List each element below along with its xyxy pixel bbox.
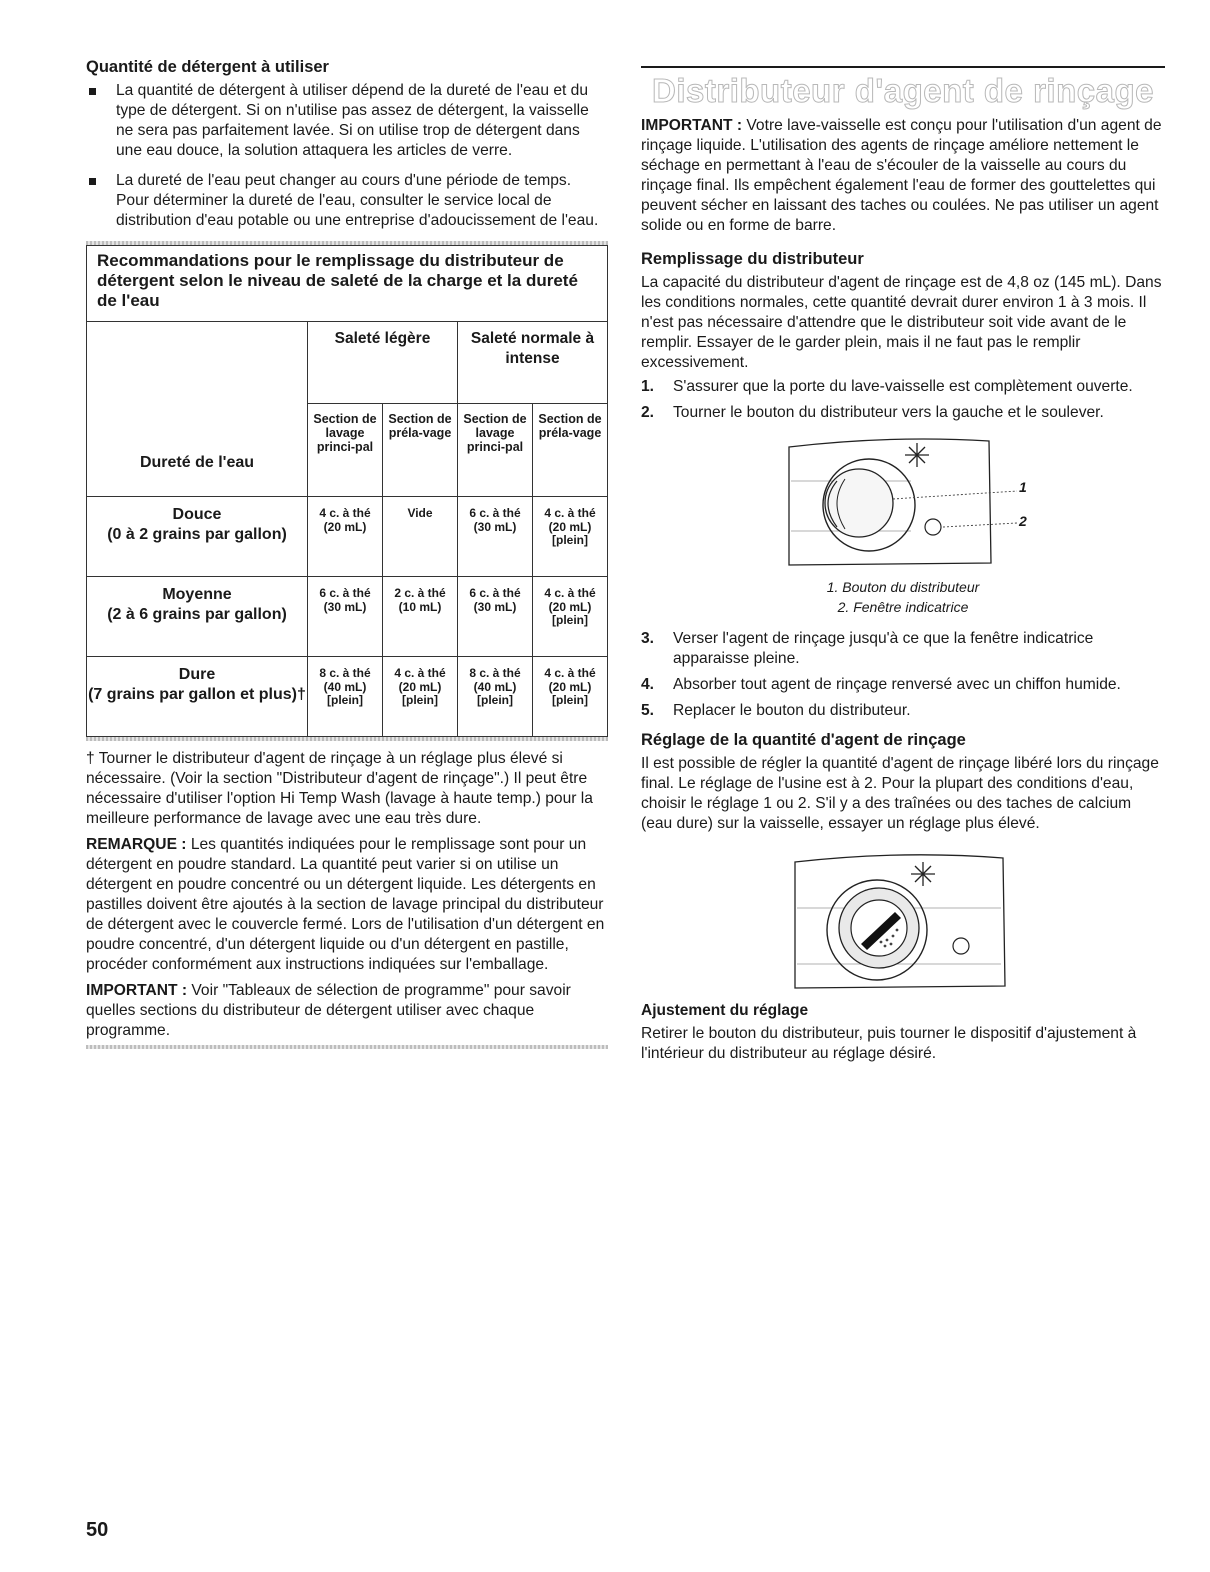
right-column [641, 66, 1165, 1064]
table-cell: 4 c. à thé (20 mL) [plein] [533, 497, 608, 577]
hardness-label: Moyenne (2 à 6 grains par gallon) [87, 577, 308, 657]
callout-2: 2 [1019, 512, 1027, 529]
detergent-heading: Quantité de détergent à utiliser [86, 58, 329, 76]
bullet-item: La dureté de l'eau peut changer au cours d'une période de temps. Pour déterminer la dureté de l'eau, consulter le service local de distribution d'eau potable ou une entreprise d'adoucissement de l'eau. [86, 171, 608, 231]
hardness-header: Dureté de l'eau [87, 322, 308, 497]
section-main-header: Section de lavage princi-pal [308, 404, 383, 497]
caption-2: 2. Fenêtre indicatrice [837, 598, 969, 615]
ajust-paragraph: Retirer le bouton du distributeur, puis tourner le dispositif d'ajustement à l'intérieur du distributeur au réglage désiré. [641, 1024, 1137, 1062]
step-item: 1. S'assurer que la porte du lave-vaisselle est complètement ouverte. [641, 377, 1133, 395]
table-row [87, 497, 608, 577]
fill-steps-b [641, 629, 1165, 721]
heavy-soil-header: Saleté normale à intense [458, 322, 608, 404]
hardness-label: Dure (7 grains par gallon et plus)† [87, 657, 308, 737]
step-item: 5. Replacer le bouton du distributeur. [641, 701, 911, 719]
table-title: Recommandations pour le remplissage du distributeur de détergent selon le niveau de saleté de la charge et la dureté de l'eau [87, 246, 608, 322]
callout-1: 1 [1019, 478, 1027, 495]
table-cell: 4 c. à thé (20 mL) [plein] [533, 657, 608, 737]
bullet-square-icon [89, 88, 96, 95]
dispenser-illustration-1 [641, 433, 1165, 573]
page-number: 50 [86, 1519, 109, 1541]
ajust-heading: Ajustement du réglage [641, 1001, 809, 1019]
dispenser-illustration-2 [641, 848, 1165, 994]
table-cell: Vide [383, 497, 458, 577]
table-cell: 8 c. à thé (40 mL) [plein] [458, 657, 533, 737]
table-footnote: † Tourner le distributeur d'agent de rinçage à un réglage plus élevé si nécessaire. (Voir la section "Distributeur d'agent de rinçage".) Il peut être nécessaire d'utiliser l'option Hi Temp Wash (lavage à haute temp.) pour la meilleure performance de lavage avec une eau très dure. [86, 750, 593, 827]
adjustment-dial-diagram [641, 848, 1165, 994]
table-row [87, 657, 608, 737]
detergent-bullets [86, 81, 608, 231]
title-rule [641, 66, 1165, 68]
table-cell: 6 c. à thé (30 mL) [308, 577, 383, 657]
fill-paragraph: La capacité du distributeur d'agent de rinçage est de 4,8 oz (145 mL). Dans les conditions normales, cette quantité devrait durer environ 1 à 3 mois. Il n'est pas nécessaire d'attendre que le distributeur soit vide avant de le remplir. Essayer de le garder plein, mais il ne faut pas le remplir excessivement. [641, 273, 1162, 371]
adjust-heading: Réglage de la quantité d'agent de rinçage [641, 730, 966, 749]
section-pre-header: Section de préla-vage [383, 404, 458, 497]
fill-heading: Remplissage du distributeur [641, 249, 864, 268]
step-item: 3. Verser l'agent de rinçage jusqu'à ce que la fenêtre indicatrice apparaisse pleine. [641, 629, 1094, 667]
fill-steps-a [641, 377, 1165, 423]
table-cell: 2 c. à thé (10 mL) [383, 577, 458, 657]
step-item: 2. Tourner le bouton du distributeur vers la gauche et le soulever. [641, 403, 1104, 421]
important-paragraph: IMPORTANT : Voir "Tableaux de sélection de programme" pour savoir quelles sections du distributeur de détergent utiliser avec chaque programme. [86, 982, 571, 1039]
section-title: Distributeur d'agent de rinçage [652, 71, 1154, 109]
section-pre-header: Section de préla-vage [533, 404, 608, 497]
bullet-item: La quantité de détergent à utiliser dépend de la dureté de l'eau et du type de détergent. Si on n'utilise pas assez de détergent, la vaisselle ne sera pas parfaitement lavée. Si on utilise trop de détergent dans une eau douce, la solution attaquera les articles de verre. [86, 81, 608, 161]
light-soil-header: Saleté légère [308, 322, 458, 404]
hardness-label: Douce (0 à 2 grains par gallon) [87, 497, 308, 577]
table-cell: 4 c. à thé (20 mL) [308, 497, 383, 577]
table-cell: 6 c. à thé (30 mL) [458, 577, 533, 657]
step-item: 4. Absorber tout agent de rinçage renversé avec un chiffon humide. [641, 675, 1121, 693]
rinse-important-paragraph: IMPORTANT : Votre lave-vaisselle est conçu pour l'utilisation d'un agent de rinçage liquide. L'utilisation des agents de rinçage améliore nettement le séchage en permettant à l'eau de s'écouler de la vaisselle au cours du rinçage final. Ils empêchent également l'eau de former des gouttelettes qui peuvent sécher en laissant des taches ou coulées. Ne pas utiliser un agent solide ou en forme de barre. [641, 116, 1162, 234]
table-cell: 4 c. à thé (20 mL) [plein] [383, 657, 458, 737]
dispenser-knob-diagram [641, 433, 1165, 573]
caption-1: 1. Bouton du distributeur [826, 578, 980, 595]
section-main-header: Section de lavage princi-pal [458, 404, 533, 497]
detergent-table [86, 245, 608, 737]
table-row [87, 577, 608, 657]
table-cell: 4 c. à thé (20 mL) [plein] [533, 577, 608, 657]
table-cell: 8 c. à thé (40 mL) [plein] [308, 657, 383, 737]
section-end-rule [86, 1045, 608, 1049]
remarque-paragraph: REMARQUE : Les quantités indiquées pour le remplissage sont pour un détergent en poudre standard. La quantité peut varier si on utilise un détergent en poudre concentré ou un détergent liquide. Les détergents en pastilles doivent être ajoutés à la section de lavage principal du distributeur de détergent avec le couvercle fermé. Lors de l'utilisation d'un détergent en poudre concentré, d'un détergent liquide ou d'un détergent en pastille, procéder conformément aux instructions indiquées sur l'emballage. [86, 836, 605, 973]
table-bottom-rule [86, 737, 608, 741]
left-column [86, 58, 608, 1049]
adjust-paragraph: Il est possible de régler la quantité d'agent de rinçage libéré lors du rinçage final. Le réglage de l'usine est à 2. Pour la plupart des conditions d'eau, choisir le réglage 1 ou 2. S'il y a des traînées ou des taches de calcium (eau dure) sur la vaisselle, essayer un réglage plus élevé. [641, 754, 1159, 832]
bullet-square-icon [89, 178, 96, 185]
table-cell: 6 c. à thé (30 mL) [458, 497, 533, 577]
